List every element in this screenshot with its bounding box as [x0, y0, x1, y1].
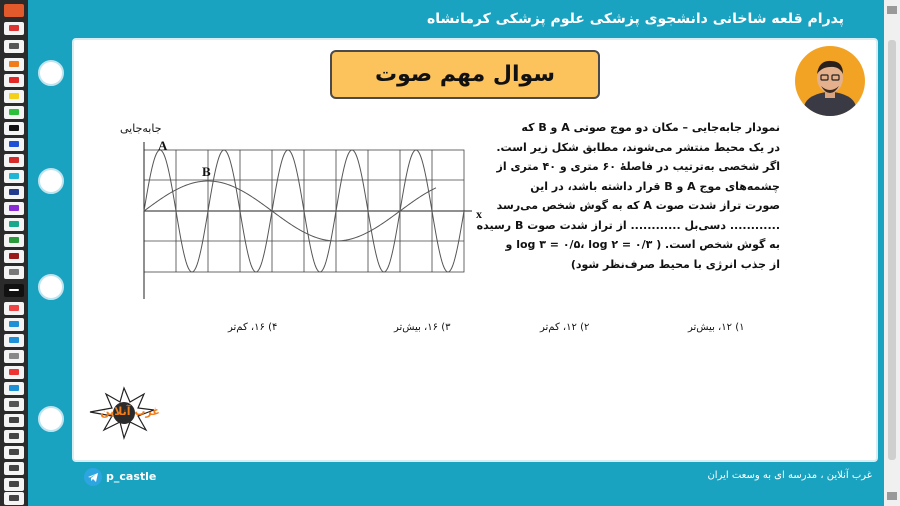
telegram-handle: p_castle [106, 470, 157, 483]
wave-b-label: B [202, 164, 211, 179]
question-line: صورت تراز شدت صوت A که به گوش شخص می‌رسد [496, 199, 780, 212]
question-line: در یک محیط منتشر می‌شوند، مطابق شکل زیر است. [496, 140, 780, 154]
undo-icon[interactable] [4, 446, 24, 459]
pen-orange-icon[interactable] [4, 58, 24, 71]
question-line: چشمه‌های موج A و B قرار داشته باشد، در این [530, 179, 780, 193]
arrow-down-icon[interactable] [4, 414, 24, 427]
close-icon[interactable] [4, 22, 24, 35]
marker-icon[interactable] [4, 366, 24, 379]
pen-black-icon[interactable] [4, 122, 24, 135]
color-green-icon[interactable] [4, 106, 24, 119]
wave-a-label: A [158, 138, 168, 153]
question-line: از جذب انرژی با محیط صرف‌نظر شود) [570, 257, 780, 271]
pen-red-icon[interactable] [4, 74, 24, 87]
option-number: ۱) [735, 322, 745, 333]
text-icon[interactable] [4, 382, 24, 395]
pen-red2-icon[interactable] [4, 154, 24, 167]
eraser-icon[interactable] [4, 318, 24, 331]
vertical-scrollbar[interactable] [884, 0, 900, 506]
menu-icon[interactable] [4, 40, 24, 53]
option-text: ۱۶، کم‌تر [228, 322, 265, 333]
option-4[interactable] [228, 322, 277, 333]
option-text: ۱۲، بیش‌تر [688, 322, 733, 333]
scroll-thumb[interactable] [888, 40, 896, 460]
question-line: اگر شخصی به‌ترتیب در فاصلهٔ ۶۰ متری و ۴۰ متری از [496, 160, 780, 173]
option-3[interactable] [394, 322, 450, 333]
scroll-up-icon[interactable] [887, 6, 897, 14]
notebook-rings [36, 36, 68, 456]
option-2[interactable] [540, 322, 589, 333]
shape-icon[interactable] [4, 334, 24, 347]
wave-graph [120, 134, 490, 304]
header-title: پدرام قلعه شاخانی دانشجوی پزشکی علوم پزشکی کرمانشاه [426, 11, 844, 27]
slide-header [28, 0, 884, 40]
chevron-down-icon[interactable] [4, 284, 24, 297]
option-1[interactable] [688, 322, 744, 333]
scroll-down-icon[interactable] [887, 492, 897, 500]
graph-ylabel: جابه‌جایی [120, 122, 162, 135]
presenter-avatar [795, 46, 865, 116]
slide-title: سوال مهم صوت [375, 62, 555, 87]
settings-icon[interactable] [4, 492, 24, 505]
pen-blue-icon[interactable] [4, 138, 24, 151]
pen-cyan-icon[interactable] [4, 170, 24, 183]
option-number: ۳) [441, 322, 451, 333]
color-yellow-icon[interactable] [4, 90, 24, 103]
zoom-icon[interactable] [4, 430, 24, 443]
brand-logo [84, 384, 176, 442]
question-line: به گوش شخص است. ( log ۳ = ۰/۵، log ۲ = ۰/۳ و [505, 238, 780, 251]
highlighter-icon[interactable] [4, 302, 24, 315]
ring [38, 274, 64, 300]
pen-purple-icon[interactable] [4, 202, 24, 215]
footer-slogan: غرب آنلاین ، مدرسه ای به وسعت ایران [707, 470, 872, 481]
logo-text: غرب آنلاین [100, 405, 160, 418]
graph-xlabel: x [476, 207, 482, 221]
option-number: ۲) [580, 322, 590, 333]
question-text [476, 118, 780, 274]
dollar-icon[interactable] [4, 478, 24, 491]
question-line: نمودار جابه‌جایی – مکان دو موج صوتی A و B که [521, 121, 780, 134]
app-icon[interactable] [4, 4, 24, 17]
drawing-toolbar [0, 0, 28, 506]
ring [38, 406, 64, 432]
pen-grey-icon[interactable] [4, 266, 24, 279]
line-icon[interactable] [4, 350, 24, 363]
pen-green-icon[interactable] [4, 234, 24, 247]
redo-icon[interactable] [4, 462, 24, 475]
ring [38, 168, 64, 194]
option-text: ۱۶، بیش‌تر [394, 322, 439, 333]
option-number: ۴) [268, 322, 278, 333]
slide-title-box [330, 50, 600, 99]
select-icon[interactable] [4, 398, 24, 411]
pen-darkred-icon[interactable] [4, 250, 24, 263]
option-text: ۱۲، کم‌تر [540, 322, 577, 333]
ring [38, 60, 64, 86]
pen-navy-icon[interactable] [4, 186, 24, 199]
telegram-icon [84, 468, 102, 486]
question-line: ............ دسی‌بل ............ از تراز شدت صوت B رسیده [476, 218, 780, 232]
pen-teal-icon[interactable] [4, 218, 24, 231]
